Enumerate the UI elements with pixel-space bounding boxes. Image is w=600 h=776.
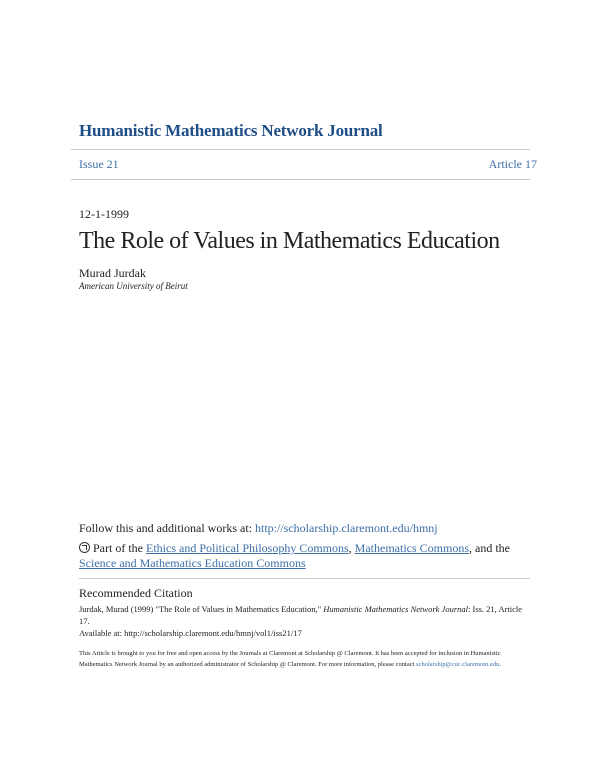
part-of-commons [79,541,529,571]
citation-suffix: : Iss. 21, Article 17. [79,604,523,626]
author-name: Murad Jurdak [79,266,146,280]
mathematics-commons-link[interactable]: Mathematics Commons [354,541,469,555]
citation-text [79,603,529,639]
header-rule-bottom [71,179,530,180]
recommended-citation-heading: Recommended Citation [79,586,193,600]
footer-notice [79,649,529,670]
follow-url-link[interactable]: http://scholarship.claremont.edu/hmnj [255,521,438,535]
follow-line [79,521,438,536]
footer-text: This Article is brought to you for free and open access by the Journals at Claremont at Scholarship @ Claremont. It has been accepted for inclusion in Humanistic Mathematics Network Journal by an authorized administrator of Scholarship @ Claremont. For more information, please contact [79,650,501,668]
paper-title: The Role of Values in Mathematics Education [79,228,500,254]
author-affiliation: American University of Beirut [79,281,188,291]
follow-label: Follow this and additional works at: [79,521,255,535]
citation-available: Available at: http://scholarship.claremont.edu/hmnj/vol1/iss21/17 [79,628,302,638]
part-of-label: Part of the [93,541,146,555]
separator-2: , and the [469,541,510,555]
separator-1: , [348,541,355,555]
article-link[interactable]: Article 17 [488,157,537,171]
header-rule-top [71,149,530,150]
ethics-commons-link[interactable]: Ethics and Political Philosophy Commons [146,541,349,555]
citation-rule [79,578,530,579]
commons-network-icon [79,542,90,553]
contact-email-link[interactable]: scholarship@cuc.claremont.edu [416,660,500,668]
publication-date: 12-1-1999 [79,207,129,221]
journal-title[interactable]: Humanistic Mathematics Network Journal [79,121,383,140]
citation-prefix: Jurdak, Murad (1999) "The Role of Values in Mathematics Education," [79,604,324,614]
citation-journal: Humanistic Mathematics Network Journal [323,604,468,614]
footer-end: . [499,660,501,668]
issue-link[interactable]: Issue 21 [79,157,119,171]
science-math-education-commons-link[interactable]: Science and Mathematics Education Commons [79,556,306,570]
